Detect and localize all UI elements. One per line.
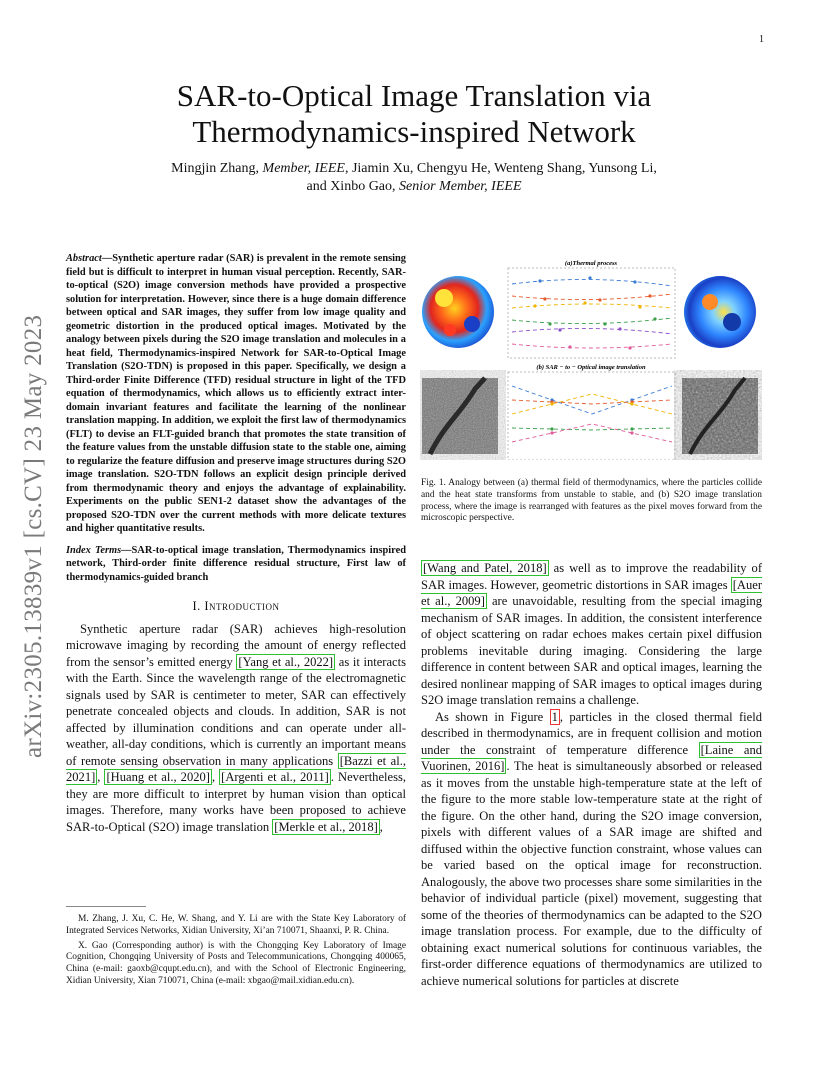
abstract-label: Abstract	[66, 253, 102, 264]
thermal-trajectories	[512, 279, 672, 348]
citation-link[interactable]: [Argenti et al., 2011]	[221, 770, 329, 784]
body-text: ,	[379, 819, 383, 834]
body-text: ,	[97, 770, 105, 784]
citation-link[interactable]: [Yang et al., 2022]	[238, 654, 334, 669]
heat-spot	[444, 324, 456, 336]
body-text: . The heat is simultaneously absorbed or released as it moves from the unstable high-temperature state at the left of the figure to the more stable low-temperature state at the right of the figure. On the other hand, during the S2O image conversion, pixels with different values of a SAR image are shifted and diffused within the objective function constraint, whose values can be varied based on the optical image for reconstruction. Analogously, the above two processes share some similarities in the behavior of individual particle (pixel) movement, suggesting that some of the theories of thermodynamics can be adapted to the S2O image translation process. For example, due to the difficulty of obtaining exact numerical solutions for continuous variables, the first-order difference equations of thermodynamics are utilized to achieve numerical solutions for particles at discrete	[421, 759, 763, 988]
footnote-affiliation: M. Zhang, J. Xu, C. He, W. Shang, and Y. Li are with the State Key Laboratory of Integrated Services Networks, Xidian University, Xi’an 710071, Shaanxi, P. R. China.	[66, 914, 406, 936]
panel-a-title: (a)Thermal process	[564, 260, 618, 267]
translation-trajectories	[512, 386, 672, 442]
body-text: Synthetic aperture radar (SAR) achieves high-resolution microwave imaging by recording the amount of energy reflected from the sensor’s emitted energy	[66, 621, 406, 669]
abstract	[66, 252, 406, 536]
sar-input-image	[422, 378, 498, 454]
heat-spot	[702, 294, 718, 310]
citation-link[interactable]: [Huang et al., 2020]	[106, 770, 210, 784]
section-heading-introduction: I. Introduction	[192, 599, 280, 613]
index-terms-label: Index Terms	[66, 544, 122, 556]
footnotes	[66, 914, 406, 991]
footnote-divider	[66, 906, 146, 907]
author-text: and Xinbo Gao,	[306, 179, 400, 194]
citation-link[interactable]: [Laine and Vuorinen, 2016]	[421, 742, 763, 773]
body-text: , particles in the closed thermal field described in thermodynamics, are in frequent collision and motion under the constraint of temperature difference	[421, 709, 762, 757]
panel-b-title: (b) SAR − to − Optical image translation	[536, 364, 646, 371]
panel-b-frame	[508, 372, 675, 460]
body-text: as it interacts with the Earth. Since the wavelength range of the electromagnetic signals used by SAR is centimeter to meter, SAR can effectively penetrate concealed objects and clouds. In addition, SAR is not affected by illumination conditions and can operate under all-weather, all-day conditions, which is currently an important means of remote sensing observation in many applications	[66, 654, 406, 768]
citation-link[interactable]: [Bazzi et al., 2021]	[66, 753, 406, 784]
author-line-1	[100, 160, 728, 178]
author-line-2	[100, 178, 728, 196]
heat-spot	[435, 289, 453, 307]
heat-map-unstable	[422, 276, 494, 348]
body-text: . Nevertheless, they are more difficult to interpret by human vision than optical images. Therefore, many works have been proposed to achieve SAR-to-Optical (S2O) image translation	[66, 770, 406, 834]
body-text: ,	[211, 770, 220, 784]
figure-1-caption: Fig. 1. Analogy between (a) thermal field of thermodynamics, where the particles collide and the heat state transforms from unstable to stable, and (b) S2O image translation process, where the image is rearranged with features as the pixel moves forward from the microscopic perspective.	[421, 478, 762, 524]
intro-paragraph	[66, 621, 406, 836]
index-terms	[66, 544, 406, 585]
left-column	[66, 252, 406, 835]
author-text: , Jiamin Xu, Chengyu He, Wenteng Shang, Yunsong Li,	[344, 161, 657, 176]
paper-title: SAR-to-Optical Image Translation via Thermodynamics-inspired Network	[176, 78, 652, 149]
figure-1	[420, 254, 762, 460]
citation-link[interactable]: [Auer et al., 2009]	[421, 577, 762, 608]
figure-reference-link[interactable]: 1	[551, 709, 558, 724]
body-paragraph	[421, 560, 762, 709]
optical-output-image	[682, 378, 758, 454]
index-terms-text: —SAR-to-optical image translation, Thermodynamics inspired network, Third-order finite difference residual structure, First law of thermodynamics-guided branch	[66, 544, 406, 583]
arxiv-stamp[interactable]: arXiv:2305.13839v1 [cs.CV] 23 May 2023	[20, 314, 47, 758]
footnote-corresponding-author: X. Gao (Corresponding author) is with the Chongqing Key Laboratory of Image Cognition, Chongqing University of Posts and Telecommunications, Chongqing 400065, China (e-mail: gaoxb@cqupt.edu.cn), and with the School of Electronic Engineering, Xidian University, Xian 710071, China (e-mail: xbgao@mail.xidian.edu.cn).	[66, 940, 406, 986]
body-paragraph	[421, 709, 762, 990]
body-text: As shown in Figure	[435, 709, 550, 724]
author-list	[100, 160, 728, 196]
heat-spot	[723, 313, 741, 331]
body-text: as well as to improve the readability of SAR images. However, geometric distortions in SAR images	[421, 561, 763, 592]
heat-spot	[464, 316, 480, 332]
right-column	[421, 560, 762, 989]
body-text: are unavoidable, resulting from the special imaging mechanism of SAR images. In addition, the consistent interference of object scattering on radar echoes makes certain pixel diffusion problems inevitable during imaging. Considering the large difference in content between SAR and optical images, learning the desired nonlinear mapping of SAR images to optical images during S2O image translation remains a challenge.	[421, 594, 762, 707]
page-number: 1	[759, 34, 764, 45]
author-text: Mingjin Zhang,	[171, 161, 263, 176]
citation-link[interactable]: [Merkle et al., 2018]	[274, 819, 378, 834]
thermal-particles	[533, 276, 656, 349]
heat-map-stable	[684, 276, 756, 348]
author-membership: Member, IEEE	[262, 161, 345, 176]
citation-link[interactable]: [Wang and Patel, 2018]	[423, 561, 547, 575]
abstract-text: —Synthetic aperture radar (SAR) is prevalent in the remote sensing field but is difficult to interpret in human visual perception. Recently, SAR-to-optical (S2O) image conversion methods have provided a prospective solution for interpretation. However, since there is a huge domain difference between optical and SAR images, they suffer from low image quality and geometric distortion in the produced optical images. Motivated by the analogy between pixels during the S2O image translation and molecules in a heat field, Thermodynamics-inspired Network for SAR-to-Optical Image Translation (S2O-TDN) is proposed in this paper. Specifically, we design a Third-order Finite Difference (TFD) residual structure in light of the TFD equation of thermodynamics, which allows us to efficiently extract inter-domain invariant features and facilitate the learning of the nonlinear translation mapping. In addition, we exploit the first law of thermodynamics (FLT) to devise an FLT-guided branch that promotes the state transition of the feature values from the unstable diffusion state to the stable one, aiming to regularize the feature diffusion and preserve image structures during S2O image translation. S2O-TDN follows an explicit design principle derived from thermodynamic theory and enjoys the advantage of explainability. Experiments on the public SEN1-2 dataset show the advantages of the proposed S2O-TDN over the current methods with more delicate textures and higher quantitative results.	[66, 253, 406, 534]
author-membership: Senior Member, IEEE	[399, 179, 522, 194]
